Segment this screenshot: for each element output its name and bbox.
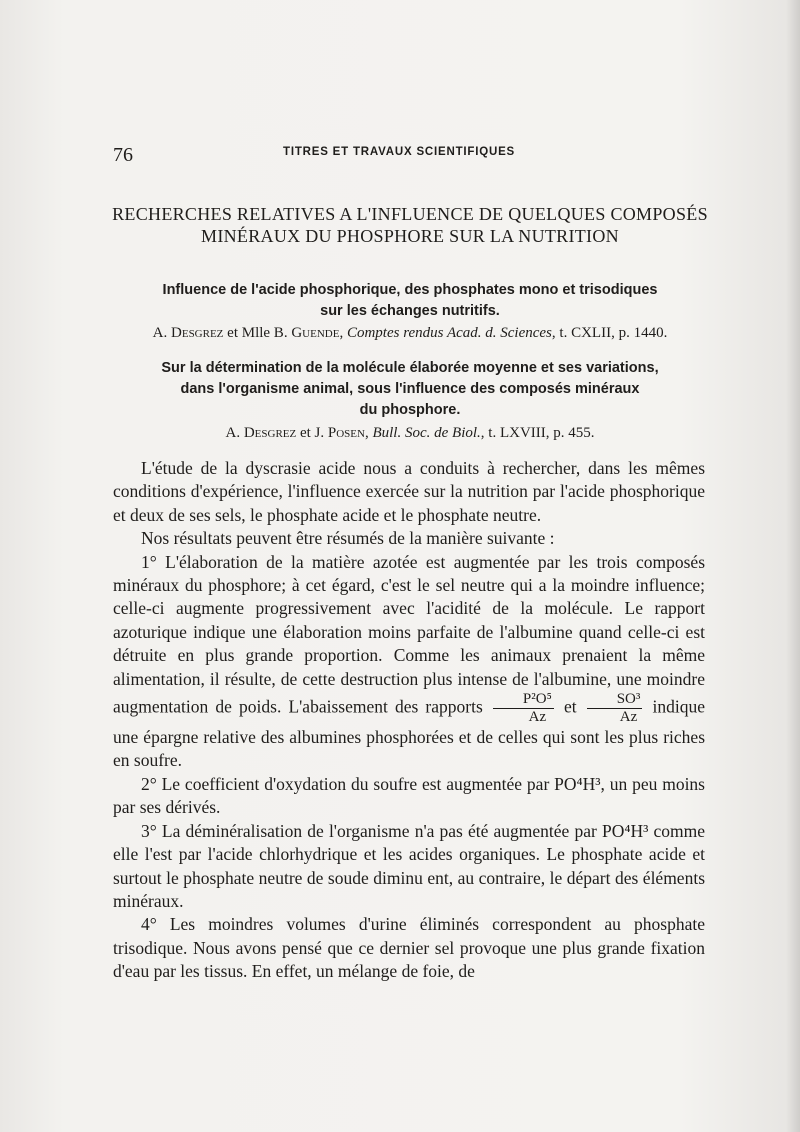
section-title-line: MINÉRAUX DU PHOSPHORE SUR LA NUTRITION: [201, 226, 619, 246]
page-header: [113, 140, 703, 166]
fraction-so3-az: [587, 691, 643, 726]
page-edge-shadow: [786, 0, 800, 1132]
body-text: [113, 457, 705, 984]
fraction-connector: et: [556, 696, 584, 717]
section-title: [100, 203, 720, 247]
fraction-denominator: Az: [528, 709, 547, 726]
citation-journal: Comptes rendus Acad. d. Sciences: [346, 325, 552, 341]
citation-author: Posen: [327, 425, 365, 441]
reference-title-line: Sur la détermination de la molécule élaborée moyenne et ses variations,: [161, 360, 659, 376]
reference-title-line: dans l'organisme animal, sous l'influence des composés minéraux: [180, 381, 640, 397]
fraction-numerator: SO³: [587, 691, 643, 709]
citation-volume: , t. LXVIII, p. 455.: [480, 425, 595, 441]
citation-volume: , t. CXLII, p. 1440.: [551, 325, 668, 341]
section-title-line: RECHERCHES RELATIVES A L'INFLUENCE DE QUELQUES COMPOSÉS: [112, 204, 708, 224]
paragraph: 3° La déminéralisation de l'organisme n'a pas été augmentée par PO⁴H³ comme elle l'est par l'acide chlorhydrique et les acides organiques. Le phosphate acide et surtout le phosphate neutre de soude diminu ent, au contraire, le départ des éléments minéraux.: [113, 820, 705, 911]
paragraph-text: 1° L'élaboration de la matière azotée est augmentée par les trois composés minéraux du phosphore; à cet égard, c'est le sel neutre qui a la moindre influence; celle-ci augmente progressivement avec l'acidité de la molécule. Le rapport azoturique indique une élaboration moins parfaite de l'albumine quand celle-ci est détruite en plus grande proportion. Comme les animaux prenaient la même alimentation, il résulte, de cette destruction plus intense de l'albumine, une moindre augmentation de poids. L'abaissement des rapports: [113, 551, 705, 717]
reference-title-line: du phosphore.: [359, 402, 461, 418]
paragraph: L'étude de la dyscrasie acide nous a conduits à rechercher, dans les mêmes conditions d'expérience, l'influence exercée sur la nutrition par l'acide phosphorique et deux de ses sels, le phosphate acide et le phosphate neutre.: [113, 458, 705, 525]
reference-title: [120, 280, 700, 322]
running-head: TITRES ET TRAVAUX SCIENTIFIQUES: [283, 146, 516, 158]
fraction-numerator: P²O⁵: [493, 691, 554, 709]
paragraph: [113, 551, 705, 773]
reference-title-line: sur les échanges nutritifs.: [320, 303, 500, 319]
citation-author: Desgrez: [171, 325, 224, 341]
paragraph: 4° Les moindres volumes d'urine éliminés correspondent au phosphate trisodique. Nous avons pensé que ce dernier sel provoque une plus grande fixation d'eau par les tissus. En effet, un mélange de foie, de: [113, 914, 705, 982]
fraction-denominator: Az: [619, 709, 638, 726]
reference-title-line: Influence de l'acide phosphorique, des phosphates mono et trisodiques: [162, 282, 658, 298]
citation-journal: Bull. Soc. de Biol.: [372, 425, 481, 441]
page-number: 76: [113, 144, 133, 166]
citation-prefix: A.: [152, 325, 172, 341]
citation-connector: et Mlle B.: [223, 325, 292, 341]
citation-author: Desgrez: [243, 425, 297, 441]
paragraph-text: indique une épargne relative des albumines phosphorées et de celles qui sont les plus riches en soufre.: [113, 696, 705, 771]
fraction-p2o5-az: [493, 691, 554, 726]
citation-connector: et J.: [296, 425, 328, 441]
citation-prefix: A.: [225, 425, 244, 441]
citation-author: Guende: [291, 325, 340, 341]
paragraph: Nos résultats peuvent être résumés de la manière suivante :: [141, 528, 555, 549]
citation-separator: ,: [339, 325, 347, 341]
citation-separator: ,: [364, 425, 373, 441]
reference-citation: [110, 423, 710, 443]
reference-citation: [110, 323, 710, 343]
reference-title: [120, 358, 700, 421]
paragraph: 2° Le coefficient d'oxydation du soufre est augmentée par PO⁴H³, un peu moins par ses dérivés.: [113, 773, 705, 818]
